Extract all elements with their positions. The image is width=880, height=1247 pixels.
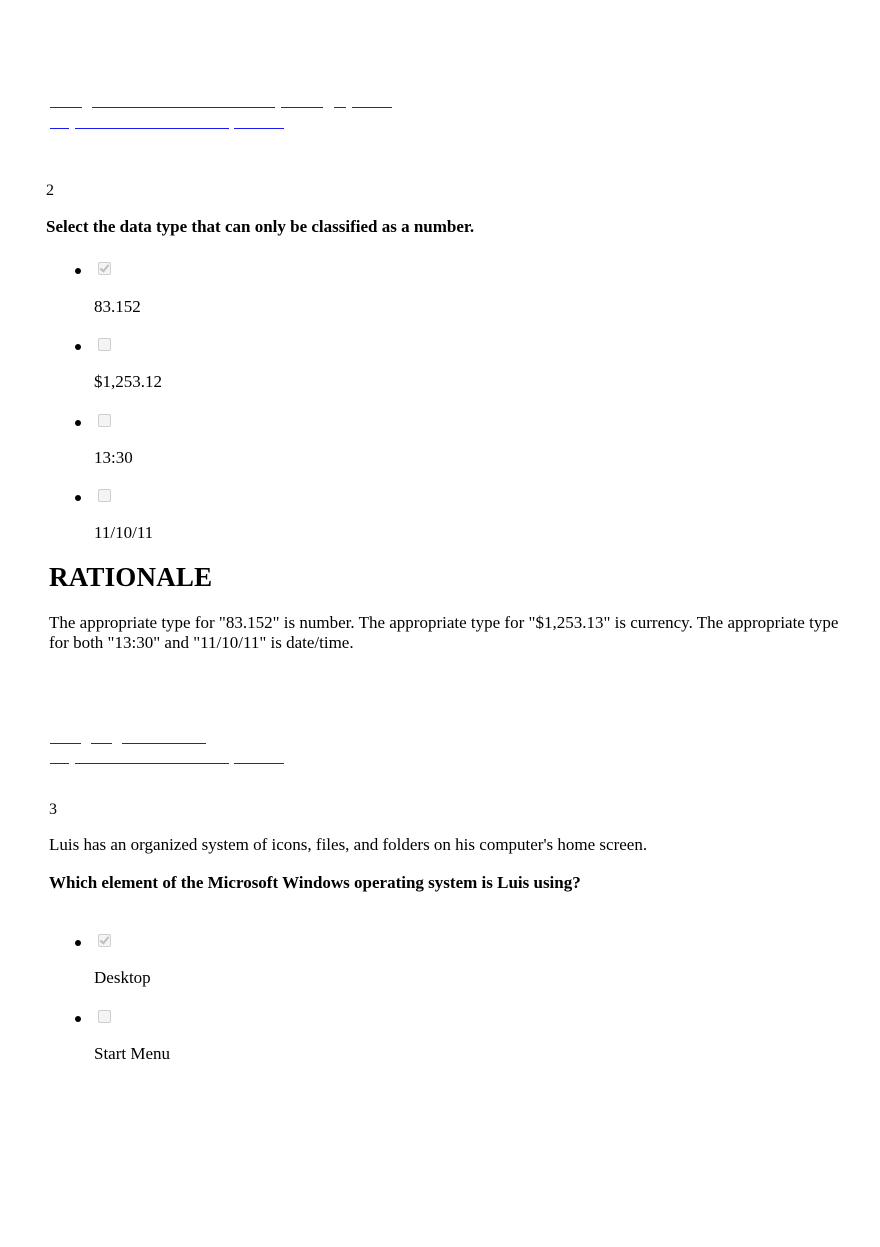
header-link[interactable] xyxy=(50,107,82,108)
question-number: 3 xyxy=(49,801,57,818)
checkbox[interactable] xyxy=(98,489,111,502)
header-link[interactable] xyxy=(352,107,392,108)
header-link[interactable] xyxy=(234,763,284,764)
question-number: 2 xyxy=(46,182,54,199)
checkbox[interactable] xyxy=(98,414,111,427)
question-intro: Luis has an organized system of icons, files, and folders on his computer's home screen. xyxy=(49,835,648,854)
checkbox[interactable] xyxy=(98,338,111,351)
rationale-text: The appropriate type for "83.152" is number. The appropriate type for "$1,253.13" is currency. The appropriate type for both "13:30" and "11/10/11" is date/time. xyxy=(49,613,839,652)
header-link[interactable] xyxy=(50,763,69,764)
answer-option-label: Desktop xyxy=(94,968,151,987)
answer-option-label: 83.152 xyxy=(94,297,141,316)
header-link[interactable] xyxy=(281,107,323,108)
answer-option-label: Start Menu xyxy=(94,1044,171,1063)
header-link[interactable] xyxy=(50,128,69,129)
bullet-icon xyxy=(75,940,81,946)
header-link[interactable] xyxy=(334,107,346,108)
bullet-icon xyxy=(75,1016,81,1022)
checkbox[interactable] xyxy=(98,1010,111,1023)
header-link[interactable] xyxy=(91,743,112,744)
bullet-icon xyxy=(75,495,81,501)
checkbox-checked[interactable] xyxy=(98,262,111,275)
header-link[interactable] xyxy=(50,743,81,744)
answer-option-label: $1,253.12 xyxy=(94,372,162,391)
header-link[interactable] xyxy=(92,107,275,108)
answer-option-label: 11/10/11 xyxy=(94,523,154,542)
header-link[interactable] xyxy=(234,128,284,129)
answer-option-label: 13:30 xyxy=(94,448,133,467)
bullet-icon xyxy=(75,268,81,274)
question-prompt: Select the data type that can only be classified as a number. xyxy=(46,217,475,236)
checkbox-checked[interactable] xyxy=(98,934,111,947)
header-link[interactable] xyxy=(75,128,229,129)
rationale-heading: RATIONALE xyxy=(49,562,213,592)
header-link[interactable] xyxy=(122,743,206,744)
bullet-icon xyxy=(75,420,81,426)
question-prompt: Which element of the Microsoft Windows operating system is Luis using? xyxy=(49,873,581,892)
header-link[interactable] xyxy=(75,763,229,764)
bullet-icon xyxy=(75,344,81,350)
